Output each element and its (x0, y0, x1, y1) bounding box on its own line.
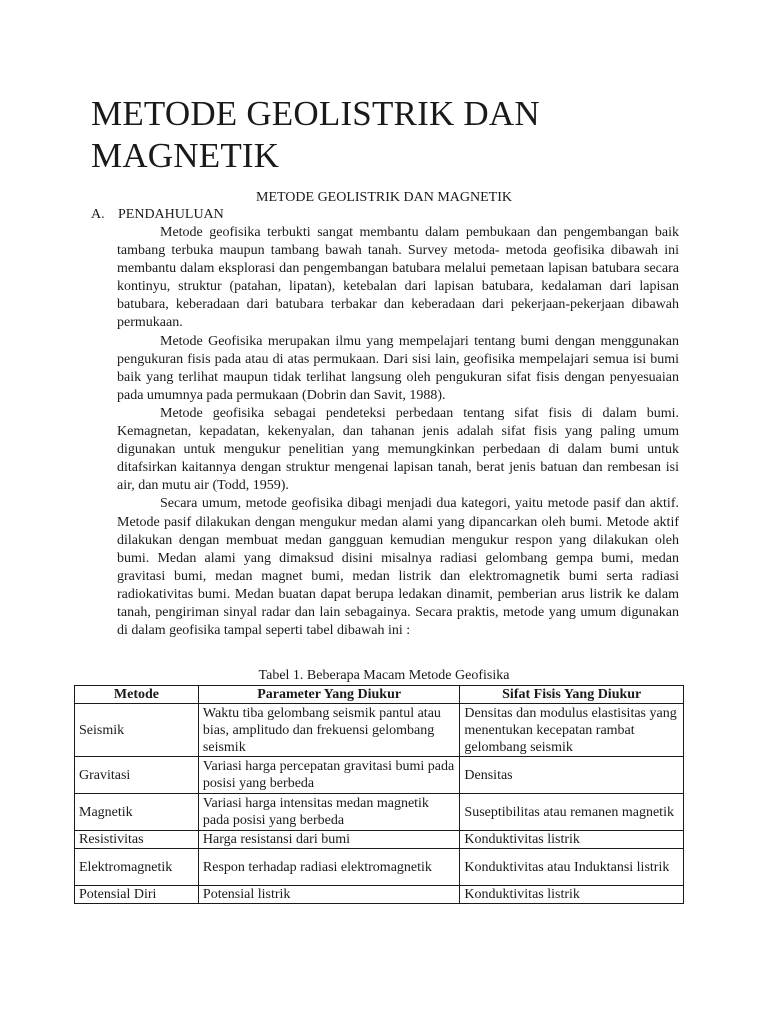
table-cell: Waktu tiba gelombang seismik pantul atau bias, amplitudo dan frekuensi gelombang seismik (198, 704, 459, 757)
table-row (75, 704, 684, 757)
table-cell: Potensial listrik (198, 886, 459, 904)
table-cell: Konduktivitas listrik (460, 831, 684, 849)
table-cell: Resistivitas (75, 831, 199, 849)
table-cell: Magnetik (75, 794, 199, 831)
table-cell: Densitas (460, 757, 684, 794)
table-cell: Elektromagnetik (75, 849, 199, 886)
table-cell: Seismik (75, 704, 199, 757)
table-cell: Potensial Diri (75, 886, 199, 904)
table-cell: Suseptibilitas atau remanen magnetik (460, 794, 684, 831)
table-cell: Gravitasi (75, 757, 199, 794)
column-header-metode: Metode (75, 686, 199, 704)
paragraph: Metode geofisika terbukti sangat membantu dalam pembukaan dan pengembangan baik tambang terbuka maupun tambang bawah tanah. Survey metoda- metoda geofisika dibawah ini membantu dalam eksplorasi dan pengembangan batubara melalui pemetaan lapisan batubara secara kontinyu, struktur (patahan, lipatan), ketebalan dari lapisan batubara, kedalaman dari lapisan batubara, keberadaan dari batubara terbakar dan keberadaan dari pekerjaan-pekerjaan dibawah permukaan. (117, 225, 679, 331)
section-title: PENDAHULUAN (118, 207, 224, 222)
page-title: METODE GEOLISTRIK DAN MAGNETIK (91, 94, 540, 175)
section-number: A. (91, 207, 105, 222)
table-cell: Respon terhadap radiasi elektromagnetik (198, 849, 459, 886)
table-cell: Konduktivitas listrik (460, 886, 684, 904)
column-header-sifat-fisis: Sifat Fisis Yang Diukur (460, 686, 684, 704)
paragraph: Metode geofisika sebagai pendeteksi perbedaan tentang sifat fisis di dalam bumi. Kemagnetan, kepadatan, kekenyalan, dan tahanan jenis adalah sifat fisis yang paling umum digunakan untuk mengukur penelitian yang memungkinkan perbedaan di dalam bumi untuk ditafsirkan kaitannya dengan struktur mengenai lapisan tanah, berat jenis batuan dan rembesan isi air, dan mutu air (Todd, 1959). (117, 405, 679, 494)
paragraph: Secara umum, metode geofisika dibagi menjadi dua kategori, yaitu metode pasif dan aktif. Metode pasif dilakukan dengan mengukur medan alami yang dipancarkan oleh bumi. Metode aktif dilakukan dengan membuat medan gangguan kemudian mengukur respon yang dilakukan oleh bumi. Medan alami yang dimaksud disini misalnya radiasi gelombang gempa bumi, medan gravitasi bumi, medan magnet bumi, medan listrik dan elektromagnetik bumi serta radiasi radiokativitas bumi. Medan buatan dapat berupa ledakan dinamit, pemberian arus listrik ke dalam tanah, pengiriman sinyal radar dan lain sebagainya. Secara praktis, metode yang umum digunakan di dalam geofisika tampal seperti tabel dibawah ini : (117, 496, 679, 639)
table-row (75, 849, 684, 886)
table-caption: Tabel 1. Beberapa Macam Metode Geofisika (258, 668, 510, 683)
table-row (75, 757, 684, 794)
table-row (75, 886, 684, 904)
table-row (75, 831, 684, 849)
table-cell: Variasi harga intensitas medan magnetik pada posisi yang berbeda (198, 794, 459, 831)
section-heading (91, 206, 224, 224)
document-heading: METODE GEOLISTRIK DAN MAGNETIK (256, 190, 512, 205)
column-header-parameter: Parameter Yang Diukur (198, 686, 459, 704)
paragraph: Metode Geofisika merupakan ilmu yang mempelajari tentang bumi dengan menggunakan pengukuran fisis pada atau di atas permukaan. Dari sisi lain, geofisika mempelajari semua isi bumi baik yang terlihat maupun tidak terlihat langsung oleh pengukuran sifat fisis dengan penyesuaian pada umumnya pada permukaan (Dobrin dan Savit, 1988). (117, 333, 679, 403)
body-text (117, 224, 679, 640)
table-header-row (75, 686, 684, 704)
table-cell: Densitas dan modulus elastisitas yang menentukan kecepatan rambat gelombang seismik (460, 704, 684, 757)
table-cell: Variasi harga percepatan gravitasi bumi pada posisi yang berbeda (198, 757, 459, 794)
table-cell: Harga resistansi dari bumi (198, 831, 459, 849)
geophysics-methods-table (74, 685, 684, 904)
table-cell: Konduktivitas atau Induktansi listrik (460, 849, 684, 886)
table-row (75, 794, 684, 831)
